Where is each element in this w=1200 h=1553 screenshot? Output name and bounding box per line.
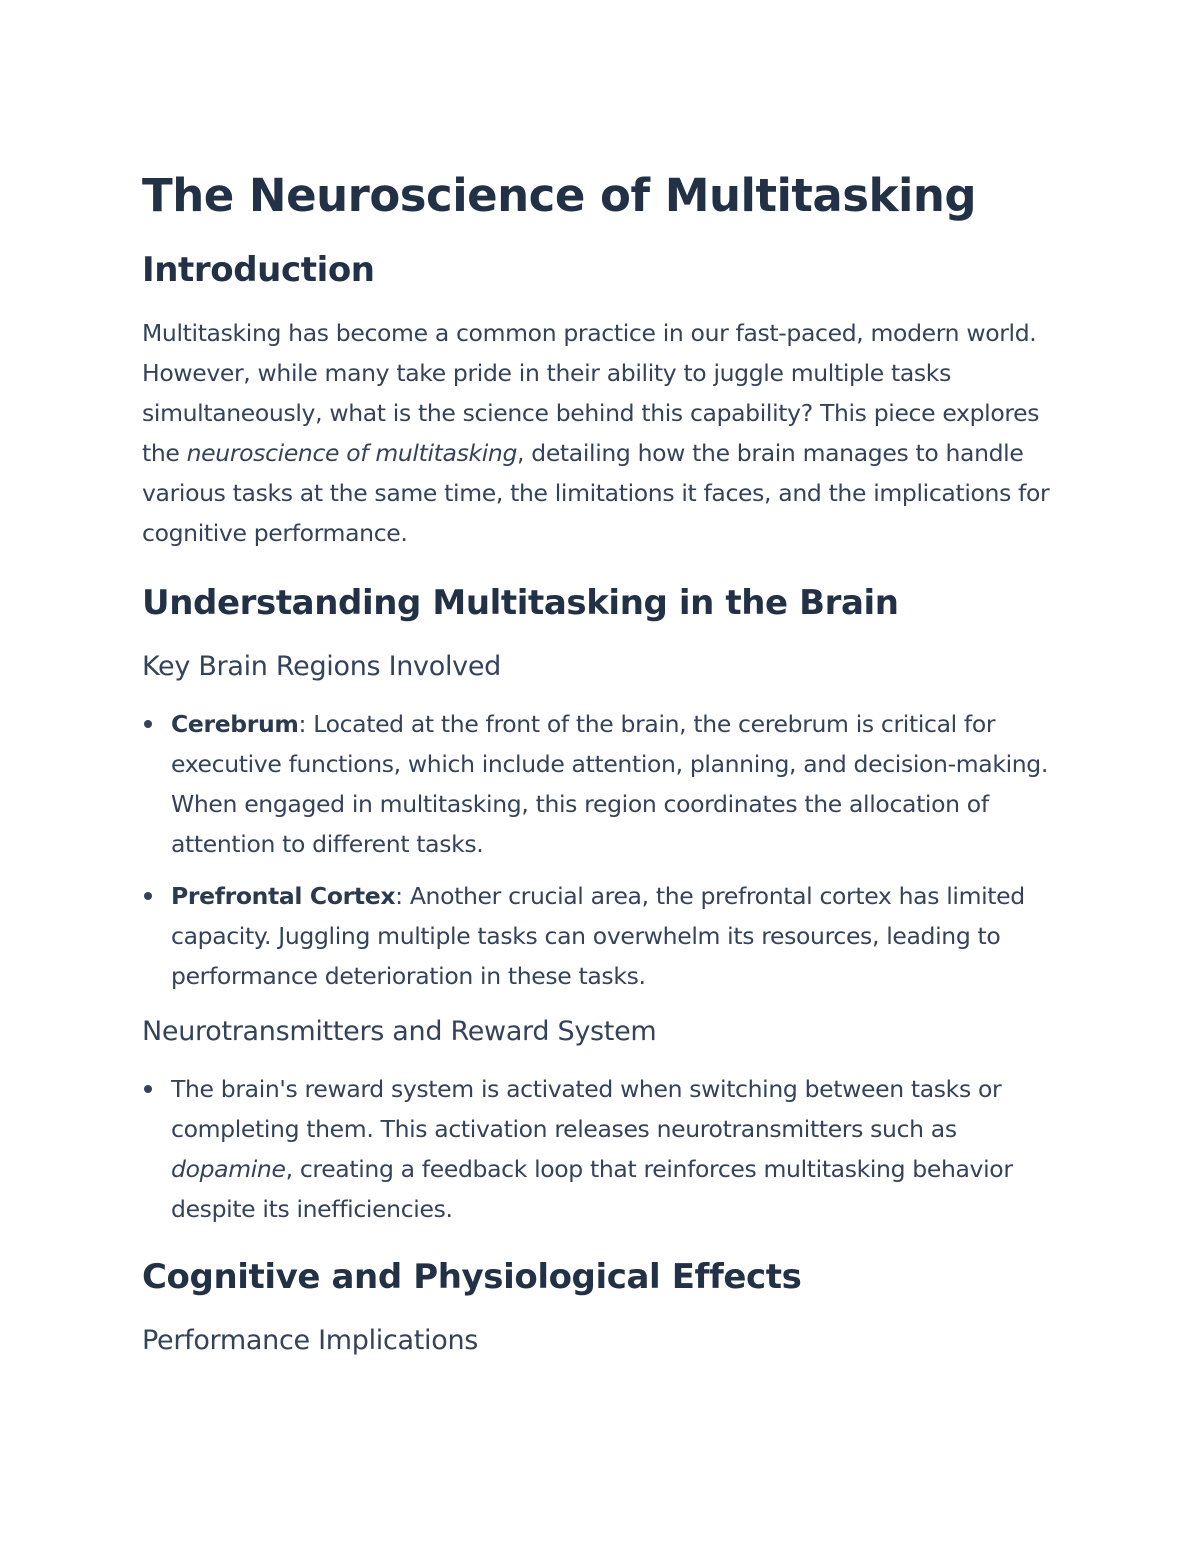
bullet-icon — [144, 720, 152, 728]
list-item-reward-system — [142, 1069, 1062, 1229]
reward-text-start: The brain's reward system is activated when switching between tasks or completing them. This activation releases neurotransmitters such as — [171, 1075, 1002, 1143]
introduction-emphasis: neuroscience of multitasking — [186, 439, 518, 467]
term-cerebrum: Cerebrum — [171, 710, 299, 738]
term-prefrontal-cortex: Prefrontal Cortex — [171, 882, 396, 910]
subsection-heading-performance: Performance Implications — [142, 1325, 479, 1356]
subsection-heading-brain-regions: Key Brain Regions Involved — [142, 651, 501, 682]
list-item-prefrontal-cortex — [142, 876, 1062, 996]
introduction-text-end: , detailing how the brain manages to handle various tasks at the same time, the limitations it faces, and the implications for cognitive performance. — [142, 439, 1050, 547]
description-cerebrum: : Located at the front of the brain, the cerebrum is critical for executive functions, which include attention, planning, and decision-making. When engaged in multitasking, this region coordinates the allocation of attention to different tasks. — [171, 710, 1048, 858]
neurotransmitters-list — [142, 1069, 1062, 1229]
description-prefrontal-cortex: : Another crucial area, the prefrontal cortex has limited capacity. Juggling multiple tasks can overwhelm its resources, leading to performance deterioration in these tasks. — [171, 882, 1025, 990]
bullet-icon — [144, 1085, 152, 1093]
reward-text-end: , creating a feedback loop that reinforces multitasking behavior despite its inefficiencies. — [171, 1155, 1013, 1223]
list-item-cerebrum — [142, 704, 1062, 864]
introduction-paragraph — [142, 313, 1062, 553]
section-heading-effects: Cognitive and Physiological Effects — [142, 1257, 802, 1297]
brain-regions-list — [142, 704, 1062, 996]
bullet-icon — [144, 892, 152, 900]
introduction-text-start: Multitasking has become a common practice in our fast-paced, modern world. However, while many take pride in their ability to juggle multiple tasks simultaneously, what is the science behind this capability? This piece explores the — [142, 319, 1040, 467]
page-title: The Neuroscience of Multitasking — [142, 169, 977, 222]
section-heading-introduction: Introduction — [142, 250, 375, 290]
section-heading-understanding: Understanding Multitasking in the Brain — [142, 583, 899, 623]
document-page — [142, 160, 1062, 1363]
reward-emphasis: dopamine — [171, 1155, 286, 1183]
subsection-heading-neurotransmitters: Neurotransmitters and Reward System — [142, 1016, 657, 1047]
